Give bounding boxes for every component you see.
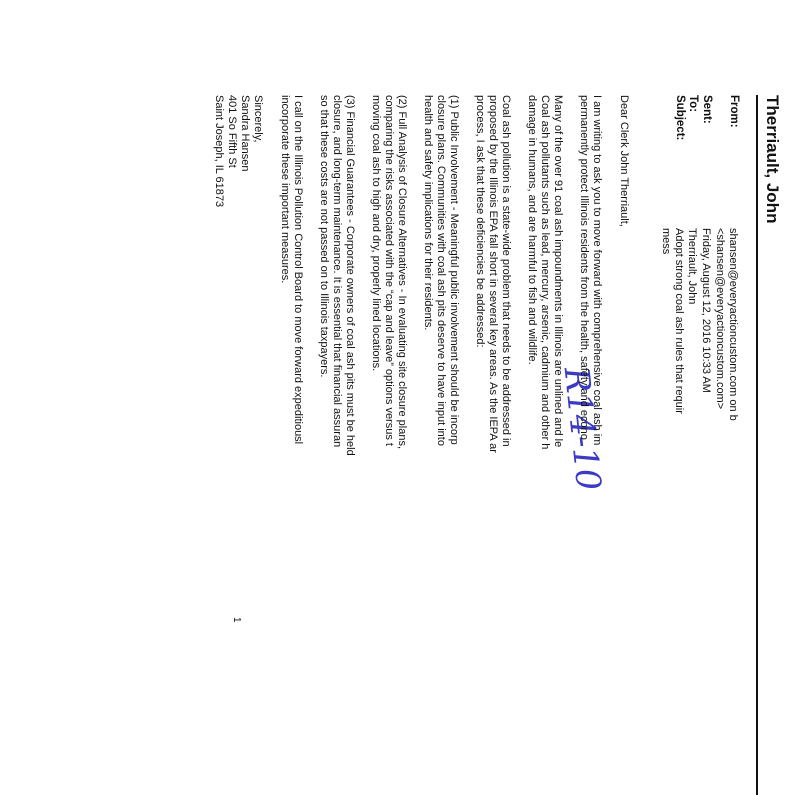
from-value-line-2: <shansen@everyactioncustom.com> xyxy=(714,228,726,410)
signature-street: 401 So Fifth St xyxy=(226,95,238,168)
paragraph-6-line-3: so that these costs are not passed on to Illinois taxpayers. xyxy=(318,95,330,378)
paragraph-5-line-2: comparing the risks associated with the “cap and leave” options versus t xyxy=(383,95,395,446)
to-value: Therriault, John xyxy=(686,228,698,305)
paragraph-5-line-1: (2) Full Analysis of Closure Alternatives - In evaluating site closure plans, xyxy=(396,95,408,449)
paragraph-7-line-1: I call on the Illinois Pollution Control Board to move forward expeditiousl xyxy=(292,95,304,445)
rotated-email-document xyxy=(162,95,782,795)
sent-label: Sent: xyxy=(701,95,713,124)
from-label: From: xyxy=(728,95,740,128)
handwritten-docket-stamp: R14-10 xyxy=(555,365,609,493)
paragraph-2-line-3: damage in humans, and are harmful to fish and wildlife. xyxy=(526,95,538,365)
paragraph-5-line-3: moving coal ash to high and dry, properly lined locations. xyxy=(370,95,382,372)
signature-name: Sandra Hansen xyxy=(239,95,251,172)
paragraph-1-line-2: permanently protect Illinois residents from the health, safety and econo xyxy=(578,95,590,440)
page-number: 1 xyxy=(231,617,242,623)
paragraph-1-line-1: I am writing to ask you to move forward with comprehensive coal ash im xyxy=(591,95,603,446)
paragraph-4-line-2: closure plans. Communities with coal ash pits deserve to have input into xyxy=(435,95,447,446)
paragraph-3-line-1: Coal ash pollution is a state-wide problem that needs to be addressed in xyxy=(500,95,512,447)
paragraph-6-line-2: closure, and long-term maintenance. It is essential that financial assuran xyxy=(331,95,343,448)
title-divider xyxy=(756,95,758,795)
to-label: To: xyxy=(687,95,699,113)
paragraph-6-line-1: (3) Financial Guarantees - Corporate owners of coal ash pits must be held xyxy=(344,95,356,456)
paragraph-2-line-2: Coal ash pollutants such as lead, mercury, arsenic, cadmium and other h xyxy=(539,95,551,450)
document-title: Therriault, John xyxy=(763,95,782,224)
signature-city: Saint Joseph, IL 61873 xyxy=(213,95,225,208)
subject-value-line-2: mess xyxy=(660,228,672,255)
paragraph-4-line-3: health and safety implications for their residents. xyxy=(422,95,434,331)
salutation: Dear Clerk John Therriault, xyxy=(618,95,630,227)
subject-value-line-1: Adopt strong coal ash rules that requir xyxy=(673,228,685,414)
sent-value: Friday, August 12, 2016 10:33 AM xyxy=(700,228,712,393)
paragraph-4-line-1: (1) Public Involvement - Meaningful public involvement should be incorp xyxy=(448,95,460,445)
paragraph-3-line-3: process, I ask that these deficiencies be addressed: xyxy=(474,95,486,348)
from-value-line-1: shansen@everyactioncustom.com on b xyxy=(727,228,739,421)
signature-closing: Sincerely, xyxy=(252,95,264,143)
paragraph-7-line-2: incorporate these important measures. xyxy=(279,95,291,284)
paragraph-2-line-1: Many of the over 91 coal ash impoundments in Illinois are unlined and le xyxy=(552,95,564,448)
paragraph-3-line-2: proposed by the Illinois EPA fall short in several key areas. As the IEPA ar xyxy=(487,95,499,453)
subject-label: Subject: xyxy=(674,95,686,141)
